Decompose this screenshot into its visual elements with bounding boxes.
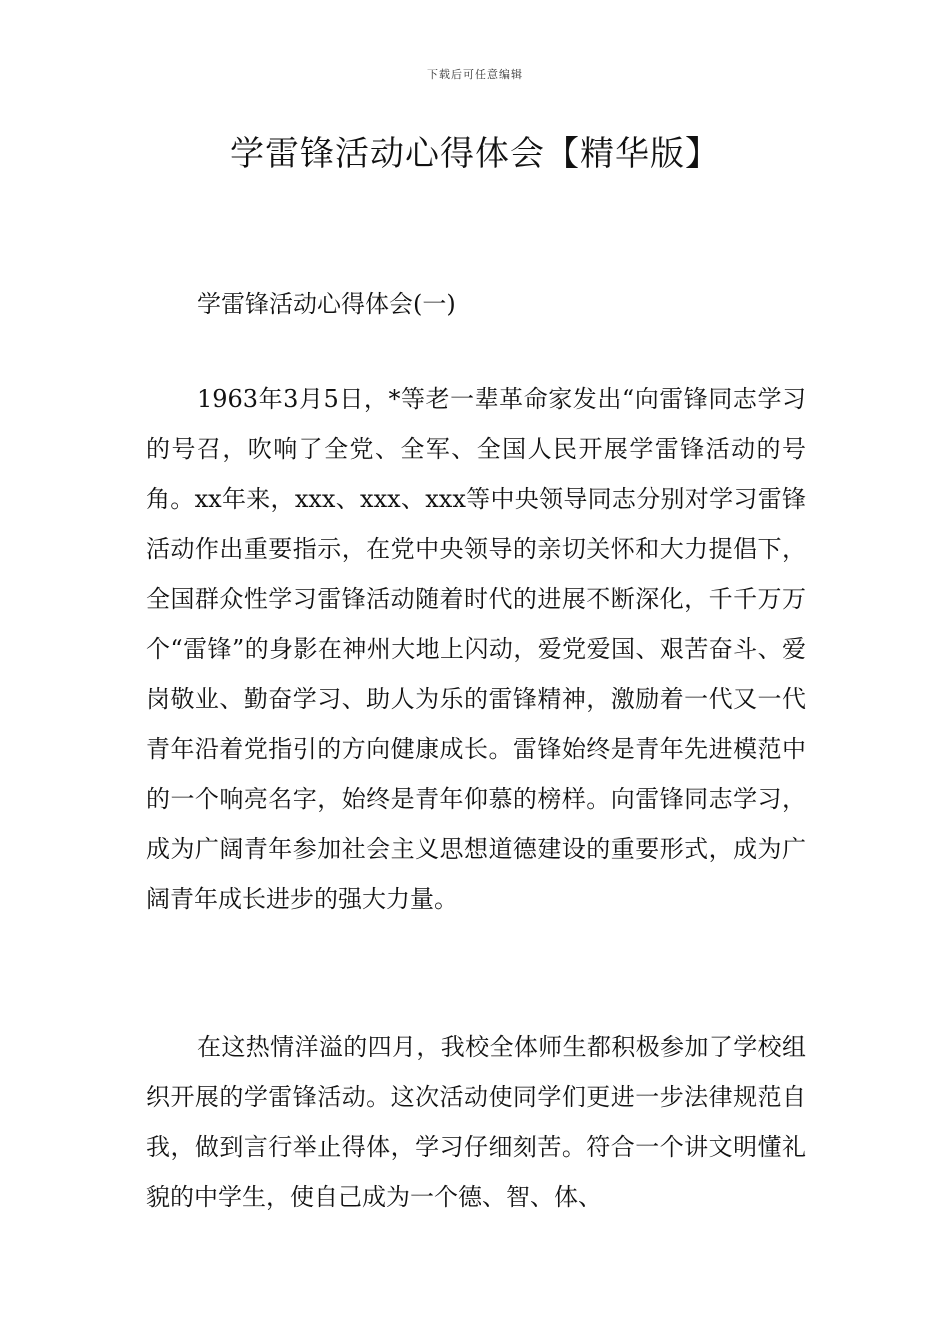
- section-heading: 学雷锋活动心得体会(一): [197, 290, 456, 318]
- body-paragraph-1: 1963年3月5日，*等老一辈革命家发出“向雷锋同志学习的号召，吹响了全党、全军、全国人民开展学雷锋活动的号角。xx年来，xxx、xxx、xxx等中央领导同志分别对学习雷锋活动作出重要指示，在党中央领导的亲切关怀和大力提倡下，全国群众性学习雷锋活动随着时代的进展不断深化，千千万万个“雷锋”的身影在神州大地上闪动，爱党爱国、艰苦奋斗、爱岗敬业、勤奋学习、助人为乐的雷锋精神，激励着一代又一代青年沿着党指引的方向健康成长。雷锋始终是青年先进模范中的一个响亮名字，始终是青年仰慕的榜样。向雷锋同志学习，成为广阔青年参加社会主义思想道德建设的重要形式，成为广阔青年成长进步的强大力量。: [146, 385, 806, 913]
- body-paragraph-2: 在这热情洋溢的四月，我校全体师生都积极参加了学校组织开展的学雷锋活动。这次活动使同学们更进一步法律规范自我，做到言行举止得体，学习仔细刻苦。符合一个讲文明懂礼貌的中学生，使自己成为一个德、智、体、: [146, 1033, 806, 1211]
- document-title: 学雷锋活动心得体会【精华版】: [230, 134, 720, 174]
- header-note: 下载后可任意编辑: [427, 68, 523, 81]
